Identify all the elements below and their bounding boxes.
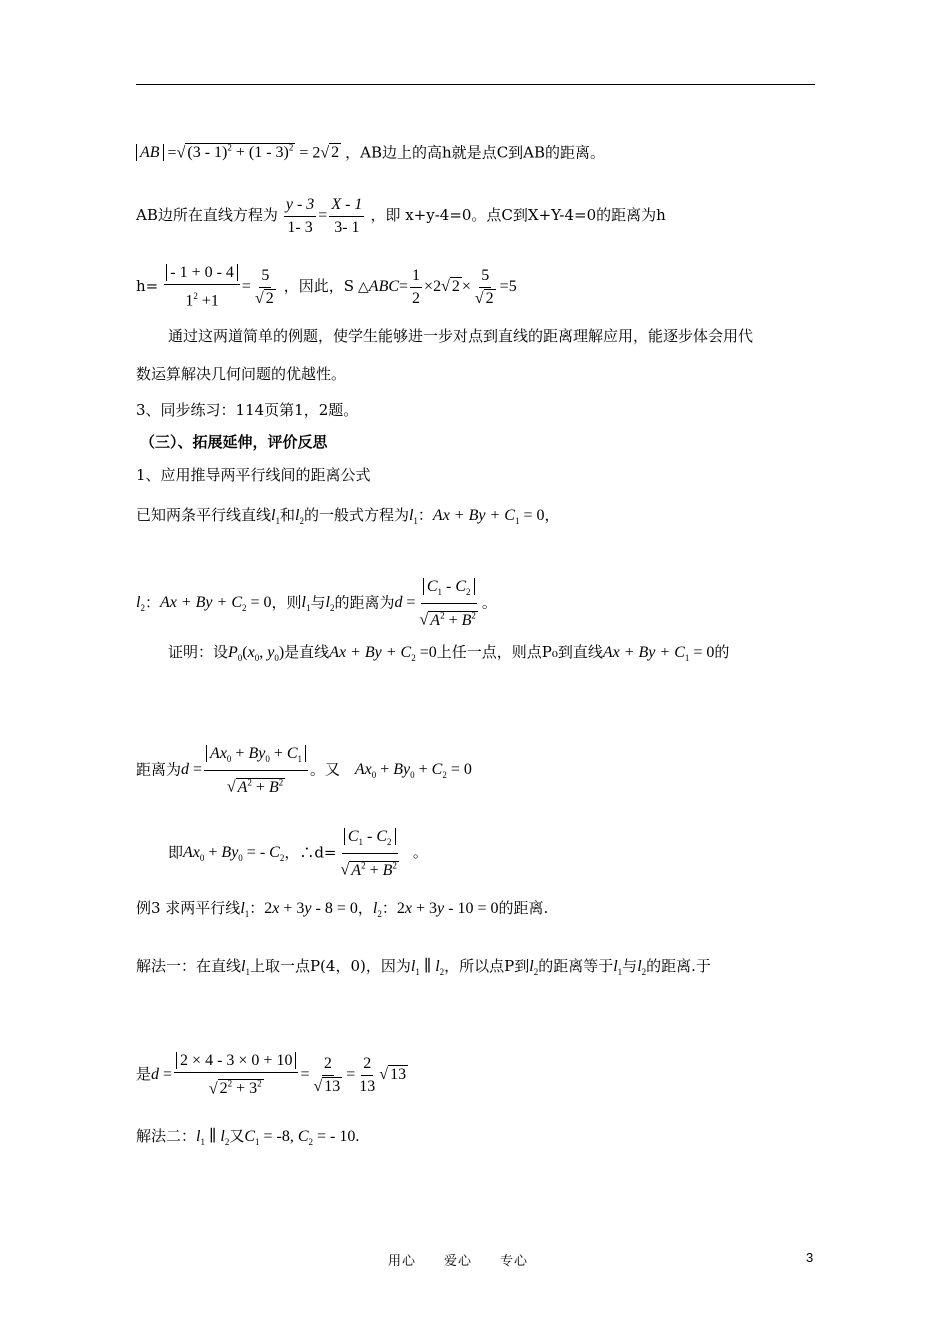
colon: ： [381,899,397,917]
text-h-label: h= [136,276,159,295]
line-given-parallel: 已知两条平行线直线$l_1$和$l_2$的一般式方程为$l_1$：$Ax + By + C_1 = 0$， [136,506,560,527]
text-with-b: 与 [622,957,638,975]
text-de: 的 [714,643,730,661]
text-given: 已知两条平行线直线 [136,506,272,524]
symbol-l1-s1: $l_1$ [241,958,250,978]
formula-p0: $P_0(x_0$, $y_0$) [228,644,285,664]
formula-ex-l2: 2x + 3y - 10 = 0 [396,900,499,917]
paragraph-summary-cont: 数运算解决几何问题的优越性。 [136,365,347,383]
symbol-l1-ex: $l_1$ [240,900,250,920]
text-equals: 的距离等于 [538,957,614,975]
formula-l1-eq: $Ax + By + C_1 = 0$ [432,507,545,527]
text-proof: 证明：设 [168,643,229,661]
text-then: ，则 [271,593,302,612]
colon: ： [144,593,160,612]
text-distance-end: 的距离. [498,899,549,917]
text-period: 。 [481,593,497,612]
formula-ab-length: AB =√ (3 - 1)$^2$ + (1 - 3)$^2$ = 2√ 2 [136,143,345,161]
text-distance-is: 的距离为 [334,593,395,612]
symbol-l2: $l_2$ [294,507,304,527]
section-heading: （三）、拓展延伸，评价反思 [140,433,328,451]
line-ji [168,828,428,880]
symbol-l1-b: $l_1$ [408,507,418,527]
symbol-l2-s1: $l_2$ [529,958,539,978]
formula-ex-l1: 2x + 3y - 8 = 0 [264,900,358,917]
formula-ab-equation: $\frac{y - 3}{1- 3}$ = $\frac{X - 1}{3- 1}$ [285,196,363,236]
symbol-l1-s1b: $l_1$ [613,958,623,978]
item-1-title: 1、应用推导两平行线间的距离公式 [136,466,371,484]
line-solution-1-result [136,1052,408,1098]
text-example-3: 例3 求两平行线 [136,899,241,917]
formula-l1-parallel-l2: $l_1$ ∥ $l_2$ [410,958,445,978]
text-solution-1: 解法一：在直线 [136,957,242,975]
symbol-l2-c: $l_2$ [325,594,335,614]
text-distance-yu: 的距离.于 [646,957,711,975]
line-example-3: 例3 求两平行线$l_1$：2x + 3y - 8 = 0，$l_2$：2x + 3y - 10 = 0的距离. [136,899,549,920]
text-ji: 即 [168,843,184,862]
formula-l1-parallel-l2-b: $l_1$ ∥ $l_2$ [196,1128,230,1148]
text-with: 与 [310,593,326,612]
formula-l2-eq: $Ax + By + C_2 = 0$ [159,594,272,614]
text-you: 又 [229,1127,245,1145]
formula-parallel-distance: $\frac{C_1 - C_2}{√ A^2 + B^2}$ [340,828,397,879]
text-therefore-d: ，∴d= [284,843,337,862]
page-footer: 用心 爱心 专心 [388,1254,529,1269]
symbol-l1: $l_1$ [271,507,280,527]
symbol-l2-b: $l_2$ [136,594,145,614]
text-solution-2: 解法二： [136,1127,197,1145]
paragraph-summary: 通过这两道简单的例题，使学生能够进一步对点到直线的距离理解应用，能逐步体会用代 [168,327,754,345]
line-h-value [136,264,517,310]
formula-point-distance: d = $\frac{Ax_0 + By_0 + C_1}{√ A^2 + B^2}$ [181,761,310,778]
symbol-l2-ex: $l_2$ [372,900,382,920]
text-ab-equation-rest: ，即 x+y-4=0。点C到X+Y-4=0的距离为h [370,206,666,225]
symbol-l2-s1b: $l_2$ [637,958,647,978]
line-proof [168,642,729,668]
formula-p0-on-l2: $Ax_0 + By_0 + C_2 = 0$ [354,761,472,781]
formula-substitution: $Ax_0 + By_0$ = - $C_2$ [183,844,285,864]
line-ab-length [136,138,605,163]
symbol-l1-c: $l_1$ [301,594,311,614]
text-distance: 距离为 [136,760,182,779]
text-point-p: 上取一点P(4，0)，因为 [249,957,411,975]
formula-c-values: $C_1 = -8$, $C_2$ = - 10. [244,1128,360,1148]
page-number: 3 [806,1250,814,1265]
formula-l2-eq-b: $Ax + By + C_2 =0$ [329,644,437,664]
line-ab-equation [136,196,666,237]
formula-area: △ABC= $\frac{1}{2}$ ×2√ 2 × $\frac{5}{√ 2}$ =5 [358,266,517,307]
colon: ： [249,899,265,917]
formula-distance: d = $\frac{C_1 - C_2}{√ A^2 + B^2}$ [394,578,476,629]
text-any-point: 上任一点，则点P₀到直线 [436,643,603,661]
text-ab-height: ，AB边上的高h就是点C到AB的距离。 [345,143,606,162]
formula-l1-eq-b: $Ax + By + C_1 = 0$ [602,644,715,664]
colon: ： [417,506,433,524]
text-so-point-p: ，所以点P到 [444,957,530,975]
formula-h: $\frac{- 1 + 0 - 4}{1^2 +1}$ = $\frac{5}{√ 2}$ [158,278,284,295]
line-l2-distance [136,578,497,630]
exercise-note: 3、同步练习：114页第1，2题。 [136,401,359,419]
text-period-b: 。 [412,843,428,862]
text-also: 。又 [310,760,341,779]
formula-example-result: d = $\frac{2 \times 4 - 3 \times 0 + 10}{√ 2^2 + 3^2}$ = $\frac{2}{√ 13}$ = $\frac{2}{13}$ √ 13 [151,1052,407,1098]
line-solution-2 [136,1126,359,1152]
text-therefore-s: ，因此，S [283,276,355,295]
text-ab-equation-label: AB边所在直线方程为 [136,206,278,225]
line-proof-distance [136,745,472,797]
text-and: 和 [279,506,295,524]
text-shi: 是 [136,1064,152,1083]
text-is-line: 是直线 [284,643,330,661]
text-general-form: 的一般式方程为 [303,506,409,524]
header-rule [136,84,815,85]
line-solution-1 [136,956,711,982]
